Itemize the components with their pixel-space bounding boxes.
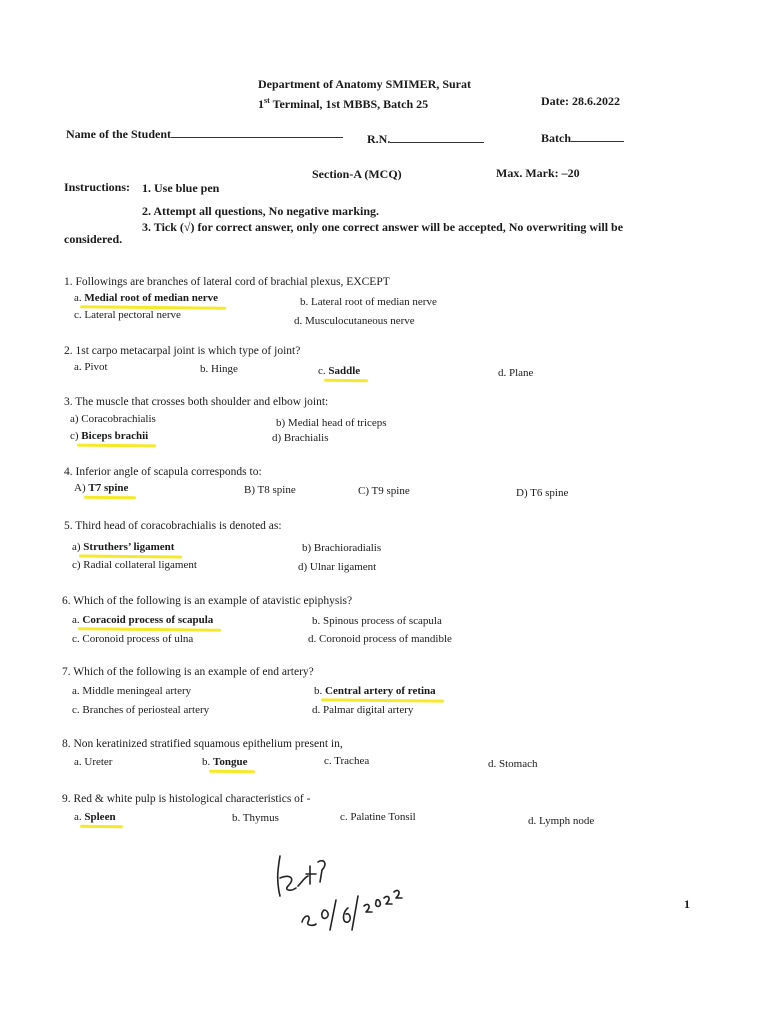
q1-option-a[interactable] xyxy=(74,292,218,304)
q8-option-b-prefix: b. xyxy=(202,756,213,768)
instruction-1: 1. Use blue pen xyxy=(142,181,220,195)
q4-option-a[interactable] xyxy=(74,482,128,494)
question-5-stem: 5. Third head of coracobrachialis is denoted as: xyxy=(64,520,282,532)
terminal-prefix: 1 xyxy=(258,97,264,111)
q1-option-d[interactable]: d. Musculocutaneous nerve xyxy=(294,315,415,327)
batch-label: Batch xyxy=(541,131,571,145)
q4-option-d[interactable]: D) T6 spine xyxy=(516,487,569,499)
q3-option-b[interactable]: b) Medial head of triceps xyxy=(276,417,387,429)
max-marks: Max. Mark: –20 xyxy=(496,166,580,180)
question-2-stem: 2. 1st carpo metacarpal joint is which type of joint? xyxy=(64,345,301,357)
q9-option-c[interactable]: c. Palatine Tonsil xyxy=(340,811,416,823)
q2-option-c-answer: Saddle xyxy=(328,365,361,377)
q6-option-d[interactable]: d. Coronoid process of mandible xyxy=(308,633,452,645)
rn-blank[interactable] xyxy=(390,132,484,143)
q9-option-a-answer: Spleen xyxy=(84,811,116,823)
student-name-blank[interactable] xyxy=(171,127,343,138)
q4-option-c[interactable]: C) T9 spine xyxy=(358,485,410,497)
q6-option-c[interactable]: c. Coronoid process of ulna xyxy=(72,633,194,645)
student-name-label: Name of the Student xyxy=(66,127,171,141)
q5-option-b[interactable]: b) Brachioradialis xyxy=(302,542,382,554)
batch-field[interactable] xyxy=(541,131,624,146)
q3-option-a[interactable]: a) Coracobrachialis xyxy=(70,413,156,425)
q6-option-a-answer: Coracoid process of scapula xyxy=(82,614,214,626)
department-title: Department of Anatomy SMIMER, Surat xyxy=(258,77,471,91)
q6-option-a-prefix: a. xyxy=(72,614,83,626)
q7-option-a[interactable]: a. Middle meningeal artery xyxy=(72,685,192,697)
question-6-stem: 6. Which of the following is an example of atavistic epiphysis? xyxy=(62,595,353,607)
q7-option-b[interactable] xyxy=(314,685,436,697)
question-3-stem: 3. The muscle that crosses both shoulder and elbow joint: xyxy=(64,396,329,408)
q2-option-d[interactable]: d. Plane xyxy=(498,367,534,379)
terminal-line xyxy=(258,96,428,112)
instructions-label: Instructions: xyxy=(64,180,131,194)
q7-option-d[interactable]: d. Palmar digital artery xyxy=(312,704,414,716)
instruction-3: 3. Tick (√) for correct answer, only one correct answer will be accepted, No overwriting will be xyxy=(142,220,624,234)
q5-option-c[interactable]: c) Radial collateral ligament xyxy=(72,559,197,571)
question-4-stem: 4. Inferior angle of scapula corresponds to: xyxy=(64,466,262,478)
q6-option-a[interactable] xyxy=(72,614,213,626)
q8-option-b[interactable] xyxy=(202,756,247,768)
q8-option-d[interactable]: d. Stomach xyxy=(488,758,538,770)
q1-option-a-prefix: a. xyxy=(74,292,85,304)
q8-option-b-answer: Tongue xyxy=(213,756,248,768)
rn-field[interactable] xyxy=(367,132,484,147)
q3-option-c-prefix: c) xyxy=(70,430,82,442)
q2-option-a[interactable]: a. Pivot xyxy=(74,361,108,373)
q3-option-c[interactable] xyxy=(70,430,148,442)
question-9-stem: 9. Red & white pulp is histological characteristics of - xyxy=(62,793,311,805)
q9-option-b[interactable]: b. Thymus xyxy=(232,812,279,824)
q2-option-c-prefix: c. xyxy=(318,365,329,377)
instruction-2: 2. Attempt all questions, No negative marking. xyxy=(142,204,379,218)
q5-option-a-answer: Struthers’ ligament xyxy=(83,541,175,553)
exam-date: Date: 28.6.2022 xyxy=(541,94,620,108)
instruction-continuation: considered. xyxy=(64,232,123,246)
rn-label: R.N. xyxy=(367,132,391,146)
q4-option-b[interactable]: B) T8 spine xyxy=(244,484,296,496)
q8-option-a[interactable]: a. Ureter xyxy=(74,756,113,768)
signature-mark xyxy=(268,848,408,934)
page-number: 1 xyxy=(684,897,690,911)
q8-option-c[interactable]: c. Trachea xyxy=(324,755,370,767)
student-name-field[interactable] xyxy=(66,127,343,142)
question-8-stem: 8. Non keratinized stratified squamous epithelium present in, xyxy=(62,738,343,750)
question-1-stem: 1. Followings are branches of lateral cord of brachial plexus, EXCEPT xyxy=(64,276,390,288)
q6-option-b[interactable]: b. Spinous process of scapula xyxy=(312,615,442,627)
q2-option-b[interactable]: b. Hinge xyxy=(200,363,238,375)
q9-option-d[interactable]: d. Lymph node xyxy=(528,815,595,827)
q4-option-a-answer: T7 spine xyxy=(88,482,129,494)
q3-option-d[interactable]: d) Brachialis xyxy=(272,432,329,444)
q7-option-b-answer: Central artery of retina xyxy=(325,685,436,697)
q1-option-b[interactable]: b. Lateral root of median nerve xyxy=(300,296,437,308)
q2-option-c[interactable] xyxy=(318,365,360,377)
section-title: Section-A (MCQ) xyxy=(312,167,402,181)
q5-option-a[interactable] xyxy=(72,541,174,553)
q3-option-c-answer: Biceps brachii xyxy=(81,430,149,442)
question-7-stem: 7. Which of the following is an example of end artery? xyxy=(62,666,314,678)
q1-option-a-answer: Medial root of median nerve xyxy=(84,292,218,304)
q9-option-a[interactable] xyxy=(74,811,116,823)
q7-option-c[interactable]: c. Branches of periosteal artery xyxy=(72,704,210,716)
q5-option-a-prefix: a) xyxy=(72,541,84,553)
q7-option-b-prefix: b. xyxy=(314,685,325,697)
q5-option-d[interactable]: d) Ulnar ligament xyxy=(298,561,377,573)
q1-option-c[interactable]: c. Lateral pectoral nerve xyxy=(74,309,181,321)
q4-option-a-prefix: A) xyxy=(74,482,89,494)
q9-option-a-prefix: a. xyxy=(74,811,85,823)
terminal-sup: st xyxy=(264,96,270,105)
terminal-rest: Terminal, 1st MBBS, Batch 25 xyxy=(269,97,429,111)
batch-blank[interactable] xyxy=(571,131,624,142)
